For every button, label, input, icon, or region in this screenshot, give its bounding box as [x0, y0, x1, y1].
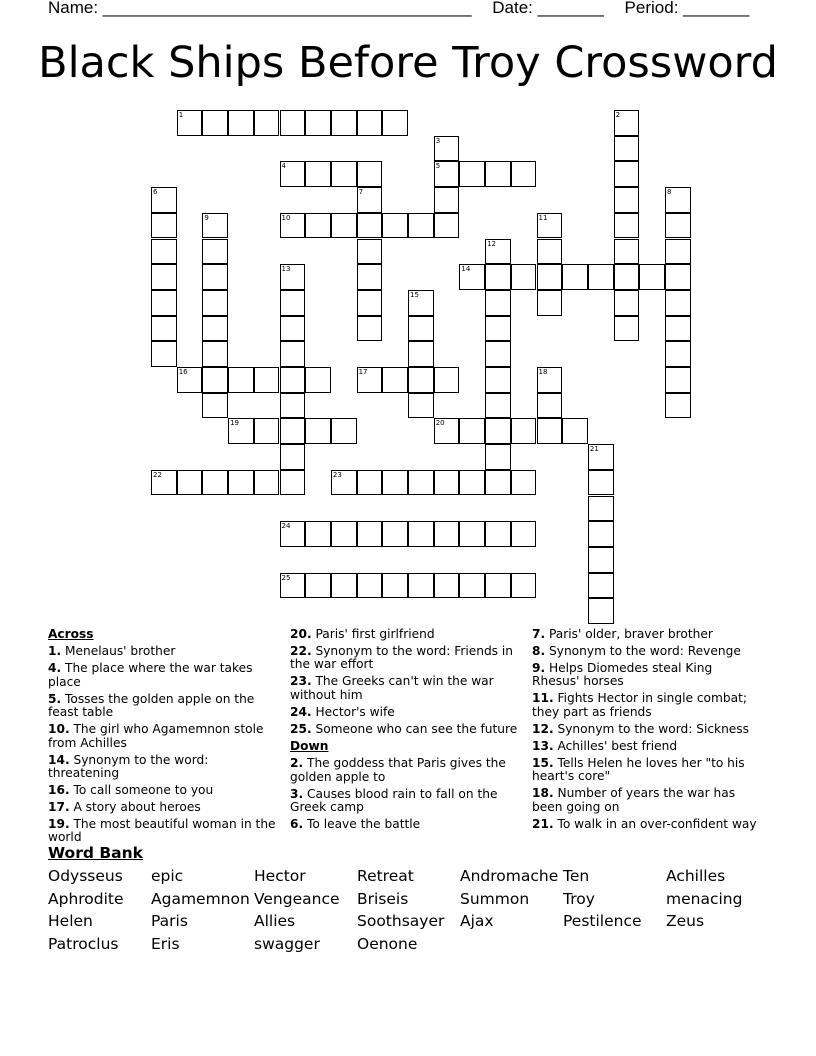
word-bank-item: Ajax — [460, 912, 494, 931]
clue-number: 4. — [48, 661, 62, 676]
grid-cell[interactable] — [434, 136, 460, 162]
clue-text: The place where the war takes place — [48, 661, 253, 689]
grid-cell[interactable] — [382, 470, 408, 496]
clue-number: 2. — [290, 756, 304, 771]
clue — [290, 723, 520, 736]
grid-cell[interactable] — [434, 573, 460, 599]
clue-number: 16. — [48, 783, 70, 798]
grid-cell[interactable] — [434, 418, 460, 444]
grid-cell[interactable] — [254, 110, 280, 136]
clue — [48, 693, 278, 720]
grid-cell[interactable] — [331, 213, 357, 239]
grid-cell[interactable] — [357, 316, 383, 342]
grid-cell[interactable] — [305, 521, 331, 547]
word-bank-item: Briseis — [357, 889, 409, 908]
clue-number: 11 — [538, 213, 548, 222]
clue-number: 23. — [290, 674, 312, 689]
grid-cell[interactable] — [357, 521, 383, 547]
grid-cell[interactable] — [280, 470, 306, 496]
grid-cell[interactable] — [537, 290, 563, 316]
clue — [532, 662, 762, 689]
grid-cell[interactable] — [331, 161, 357, 187]
grid-cell[interactable] — [280, 393, 306, 419]
clue-text: Number of years the war has been going on — [532, 786, 736, 814]
grid-cell[interactable] — [305, 213, 331, 239]
word-bank-item: Summon — [460, 889, 530, 908]
grid-cell[interactable] — [202, 341, 228, 367]
grid-cell[interactable] — [588, 547, 614, 573]
clue-number: 8 — [667, 188, 672, 197]
grid-cell[interactable] — [357, 573, 383, 599]
word-bank-item: Retreat — [357, 867, 414, 885]
clue-column-3 — [532, 628, 762, 835]
clue-number: 11. — [532, 691, 554, 706]
clue — [290, 645, 520, 672]
clue-number: 1. — [48, 644, 62, 659]
grid-cell[interactable] — [280, 444, 306, 470]
grid-cell[interactable] — [665, 341, 691, 367]
grid-cell[interactable] — [459, 470, 485, 496]
grid-cell[interactable] — [202, 393, 228, 419]
word-bank-item: menacing — [666, 889, 743, 908]
grid-cell[interactable] — [588, 521, 614, 547]
clue-text: Paris' first girlfriend — [311, 627, 435, 641]
grid-cell[interactable] — [331, 521, 357, 547]
grid-cell[interactable] — [151, 264, 177, 290]
clue-number: 19 — [230, 419, 240, 428]
clue-number: 3 — [435, 136, 441, 145]
grid-cell[interactable] — [459, 264, 485, 290]
grid-cell[interactable] — [485, 444, 511, 470]
grid-cell[interactable] — [151, 470, 177, 496]
grid-cell[interactable] — [434, 161, 460, 187]
clue — [48, 784, 278, 797]
grid-cell[interactable] — [280, 521, 306, 547]
grid-cell[interactable] — [357, 239, 383, 265]
grid-cell[interactable] — [485, 161, 511, 187]
grid-cell[interactable] — [511, 521, 537, 547]
grid-cell[interactable] — [254, 470, 280, 496]
grid-cell[interactable] — [485, 264, 511, 290]
clue-heading: Across — [48, 627, 94, 641]
word-bank-item: Oenone — [357, 935, 418, 954]
clue — [290, 706, 520, 719]
grid-cell[interactable] — [331, 573, 357, 599]
clue — [48, 801, 278, 814]
grid-cell[interactable] — [280, 367, 306, 393]
grid-cell[interactable] — [151, 316, 177, 342]
grid-cell[interactable] — [280, 290, 306, 316]
clue-number: 18. — [532, 786, 554, 801]
clue-number: 7. — [532, 627, 546, 641]
grid-cell[interactable] — [485, 239, 511, 265]
grid-cell[interactable] — [331, 418, 357, 444]
grid-cell[interactable] — [459, 573, 485, 599]
grid-cell[interactable] — [434, 213, 460, 239]
grid-cell[interactable] — [382, 573, 408, 599]
grid-cell[interactable] — [588, 573, 614, 599]
word-bank-item: Agamemnon — [151, 889, 250, 908]
grid-cell[interactable] — [485, 341, 511, 367]
clue-heading: Down — [290, 738, 329, 753]
grid-cell[interactable] — [408, 470, 434, 496]
grid-cell[interactable] — [614, 161, 640, 187]
grid-cell[interactable] — [588, 470, 614, 496]
grid-cell[interactable] — [202, 470, 228, 496]
clue-text: Tells Helen he loves her "to his heart's core" — [532, 755, 745, 784]
grid-cell[interactable] — [511, 573, 537, 599]
clue-number: 25. — [290, 721, 312, 736]
grid-cell[interactable] — [614, 136, 640, 162]
grid-cell[interactable] — [434, 521, 460, 547]
clue-number: 17. — [48, 800, 70, 815]
grid-cell[interactable] — [408, 316, 434, 342]
grid-cell[interactable] — [202, 239, 228, 265]
grid-cell[interactable] — [537, 264, 563, 290]
grid-cell[interactable] — [151, 239, 177, 265]
clue — [48, 818, 278, 845]
grid-cell[interactable] — [408, 521, 434, 547]
clue-text: Achilles' best friend — [553, 738, 678, 753]
grid-cell[interactable] — [408, 290, 434, 316]
word-bank-item: Soothsayer — [357, 912, 445, 931]
clue — [532, 628, 762, 641]
grid-cell[interactable] — [665, 213, 691, 239]
clue-number: 1 — [178, 111, 184, 119]
grid-cell[interactable] — [459, 418, 485, 444]
grid-cell[interactable] — [177, 470, 203, 496]
clue — [48, 662, 278, 689]
grid-cell[interactable] — [280, 264, 306, 290]
grid-cell[interactable] — [537, 367, 563, 393]
clue — [48, 645, 278, 658]
grid-cell[interactable] — [485, 316, 511, 342]
clue-number: 3. — [290, 786, 304, 801]
grid-cell[interactable] — [665, 367, 691, 393]
grid-cell[interactable] — [280, 161, 306, 187]
grid-cell[interactable] — [562, 264, 588, 290]
grid-cell[interactable] — [537, 418, 563, 444]
grid-cell[interactable] — [562, 418, 588, 444]
clue-text: Tosses the golden apple on the feast table — [48, 691, 255, 720]
word-bank-item: Helen — [48, 912, 93, 931]
clue-number: 10. — [48, 722, 70, 737]
clue-number: 19. — [48, 817, 70, 832]
grid-cell[interactable] — [614, 264, 640, 290]
word-bank-item: Eris — [151, 935, 180, 954]
clue-text: Causes blood rain to fall on the Greek camp — [290, 786, 498, 815]
grid-cell[interactable] — [151, 187, 177, 213]
grid-cell[interactable] — [408, 341, 434, 367]
clue — [48, 723, 278, 750]
grid-cell[interactable] — [228, 470, 254, 496]
clue-number: 23 — [332, 470, 342, 479]
grid-cell[interactable] — [537, 239, 563, 265]
grid-cell[interactable] — [485, 290, 511, 316]
clue-number: 5. — [48, 691, 62, 706]
clue-text: Synonym to the word: Friends in the war effort — [290, 644, 514, 672]
grid-cell[interactable] — [511, 470, 537, 496]
grid-cell[interactable] — [228, 418, 254, 444]
clue-number: 22 — [153, 470, 162, 479]
grid-cell[interactable] — [614, 316, 640, 342]
grid-cell[interactable] — [382, 367, 408, 393]
clue-number: 6 — [153, 188, 158, 197]
clue — [48, 754, 278, 781]
grid-cell[interactable] — [305, 418, 331, 444]
grid-cell[interactable] — [202, 290, 228, 316]
clue — [290, 757, 520, 784]
clue-text: To call someone to you — [69, 783, 214, 798]
clue-number: 24 — [281, 522, 291, 531]
clue-text: Synonym to the word: threatening — [48, 752, 209, 781]
grid-cell[interactable] — [280, 316, 306, 342]
grid-cell[interactable] — [228, 110, 254, 136]
clue — [532, 818, 762, 831]
word-bank-item: Ten — [563, 867, 590, 885]
grid-cell[interactable] — [485, 418, 511, 444]
grid-cell[interactable] — [151, 213, 177, 239]
clue-text: Someone who can see the future — [311, 721, 518, 736]
clue-column-2 — [290, 628, 520, 835]
grid-cell[interactable] — [177, 110, 203, 136]
grid-cell[interactable] — [357, 110, 383, 136]
grid-cell[interactable] — [665, 290, 691, 316]
grid-cell[interactable] — [408, 213, 434, 239]
clue-number: 2 — [615, 111, 621, 119]
grid-cell[interactable] — [382, 521, 408, 547]
clue-number: 21. — [532, 816, 554, 831]
clue-number: 24. — [290, 704, 312, 719]
grid-cell[interactable] — [202, 110, 228, 136]
word-bank-item: Patroclus — [48, 935, 119, 954]
clue — [290, 675, 520, 702]
clue-number: 14. — [48, 752, 70, 767]
grid-cell[interactable] — [202, 316, 228, 342]
grid-cell[interactable] — [459, 521, 485, 547]
grid-cell[interactable] — [614, 290, 640, 316]
clue-text: Paris' older, braver brother — [545, 627, 713, 641]
clue-text: Synonym to the word: Revenge — [545, 644, 741, 658]
clue-text: Hector's wife — [311, 704, 395, 719]
date-field[interactable]: Date: _______ — [492, 0, 604, 17]
clue-text: Fights Hector in single combat; they part as friends — [532, 691, 747, 719]
clue-text: The girl who Agamemnon stole from Achilles — [48, 722, 264, 750]
grid-cell[interactable] — [357, 367, 383, 393]
clue-number: 9 — [204, 213, 209, 222]
grid-cell[interactable] — [408, 367, 434, 393]
grid-cell[interactable] — [331, 470, 357, 496]
grid-cell[interactable] — [665, 393, 691, 419]
grid-cell[interactable] — [280, 341, 306, 367]
clue-number: 8. — [532, 644, 546, 658]
grid-cell[interactable] — [639, 264, 665, 290]
word-bank-item: swagger — [254, 935, 320, 954]
word-bank-item: Allies — [254, 912, 296, 931]
grid-cell[interactable] — [485, 393, 511, 419]
grid-cell[interactable] — [357, 161, 383, 187]
word-bank-item: Odysseus — [48, 867, 123, 885]
grid-cell[interactable] — [280, 573, 306, 599]
grid-cell[interactable] — [151, 341, 177, 367]
clue-number: 21 — [589, 445, 599, 454]
clue-number: 9. — [532, 661, 546, 675]
clue — [532, 692, 762, 719]
clue-text: The most beautiful woman in the world — [48, 817, 276, 845]
clue-number: 25 — [281, 573, 291, 582]
clue-number: 22. — [290, 644, 312, 658]
grid-cell[interactable] — [357, 187, 383, 213]
grid-cell[interactable] — [665, 187, 691, 213]
grid-cell[interactable] — [485, 470, 511, 496]
grid-cell[interactable] — [434, 187, 460, 213]
grid-cell[interactable] — [357, 290, 383, 316]
grid-cell[interactable] — [408, 393, 434, 419]
grid-cell[interactable] — [357, 470, 383, 496]
clue-number: 12 — [487, 239, 497, 248]
word-bank-item: Achilles — [666, 867, 726, 885]
clue-text: Synonym to the word: Sickness — [553, 721, 750, 736]
grid-cell[interactable] — [357, 264, 383, 290]
grid-cell[interactable] — [202, 367, 228, 393]
grid-cell[interactable] — [614, 239, 640, 265]
clue — [532, 787, 762, 814]
grid-cell[interactable] — [357, 213, 383, 239]
page-title: Black Ships Before Troy Crossword — [38, 38, 778, 88]
clue-number: 16 — [178, 368, 188, 376]
clue-number: 12. — [532, 721, 554, 736]
grid-cell[interactable] — [485, 367, 511, 393]
grid-cell[interactable] — [665, 264, 691, 290]
clue — [532, 757, 762, 784]
grid-cell[interactable] — [382, 110, 408, 136]
word-bank-item: Aphrodite — [48, 889, 124, 908]
grid-cell[interactable] — [665, 316, 691, 342]
clue-text: To leave the battle — [303, 817, 421, 832]
grid-cell[interactable] — [408, 573, 434, 599]
clue-number: 20. — [290, 627, 312, 641]
word-bank-item: epic — [151, 867, 184, 885]
clue — [532, 740, 762, 753]
grid-cell[interactable] — [588, 496, 614, 522]
grid-cell[interactable] — [280, 110, 306, 136]
word-bank-item: Paris — [151, 912, 188, 931]
word-bank-item: Troy — [563, 889, 595, 908]
clue-text: The Greeks can't win the war without him — [290, 674, 494, 702]
clue-number: 10 — [281, 213, 291, 222]
clue-number: 13 — [281, 265, 291, 274]
clue-text: To walk in an over-confident way — [553, 816, 757, 831]
clue-number: 7 — [358, 188, 364, 197]
grid-cell[interactable] — [511, 264, 537, 290]
clue-text: Menelaus' brother — [61, 644, 176, 659]
period-field[interactable]: Period: _______ — [624, 0, 750, 17]
grid-cell[interactable] — [588, 444, 614, 470]
clue — [532, 645, 762, 658]
grid-cell[interactable] — [588, 264, 614, 290]
grid-cell[interactable] — [305, 161, 331, 187]
clue-number: 20 — [435, 419, 445, 428]
grid-cell[interactable] — [485, 521, 511, 547]
grid-cell[interactable] — [254, 367, 280, 393]
clue-text: A story about heroes — [69, 800, 201, 815]
grid-cell[interactable] — [382, 213, 408, 239]
clue — [532, 723, 762, 736]
word-bank-item: Zeus — [666, 912, 705, 931]
grid-cell[interactable] — [228, 367, 254, 393]
grid-cell[interactable] — [485, 573, 511, 599]
grid-cell[interactable] — [588, 598, 614, 624]
grid-cell[interactable] — [254, 418, 280, 444]
clue-number: 18 — [538, 368, 548, 376]
grid-cell[interactable] — [177, 367, 203, 393]
grid-cell[interactable] — [305, 573, 331, 599]
grid-cell[interactable] — [202, 264, 228, 290]
clue-text: Helps Diomedes steal King Rhesus' horses — [532, 661, 713, 689]
word-bank-item: Vengeance — [254, 889, 340, 908]
grid-cell[interactable] — [614, 213, 640, 239]
clue-number: 17 — [358, 368, 368, 376]
word-bank-item: Andromache — [460, 867, 559, 885]
grid-cell[interactable] — [511, 161, 537, 187]
grid-cell[interactable] — [537, 393, 563, 419]
clue-number: 15. — [532, 755, 554, 770]
name-field[interactable]: Name: _______________________________________ — [48, 0, 472, 17]
grid-cell[interactable] — [537, 213, 563, 239]
clue-number: 13. — [532, 738, 554, 753]
word-bank-title: Word Bank — [48, 844, 143, 862]
grid-cell[interactable] — [434, 470, 460, 496]
grid-cell[interactable] — [305, 367, 331, 393]
grid-cell[interactable] — [614, 187, 640, 213]
clue-column-1 — [48, 628, 278, 848]
clue-text: The goddess that Paris gives the golden apple to — [290, 756, 506, 784]
clue-number: 4 — [281, 162, 286, 171]
word-bank-item: Hector — [254, 867, 306, 885]
grid-cell[interactable] — [331, 110, 357, 136]
clue — [290, 818, 520, 831]
grid-cell[interactable] — [151, 290, 177, 316]
clue — [290, 788, 520, 815]
word-bank-item: Pestilence — [563, 912, 642, 931]
clue-number: 6. — [290, 817, 304, 832]
grid-cell[interactable] — [305, 110, 331, 136]
grid-cell[interactable] — [511, 418, 537, 444]
clue-number: 5 — [435, 162, 441, 171]
grid-cell[interactable] — [202, 213, 228, 239]
grid-cell[interactable] — [434, 367, 460, 393]
grid-cell[interactable] — [665, 239, 691, 265]
clue-number: 15 — [410, 290, 419, 299]
grid-cell[interactable] — [459, 161, 485, 187]
clue — [290, 628, 520, 641]
grid-cell[interactable] — [280, 418, 306, 444]
grid-cell[interactable] — [614, 110, 640, 136]
grid-cell[interactable] — [280, 213, 306, 239]
clue-number: 14 — [461, 265, 471, 274]
